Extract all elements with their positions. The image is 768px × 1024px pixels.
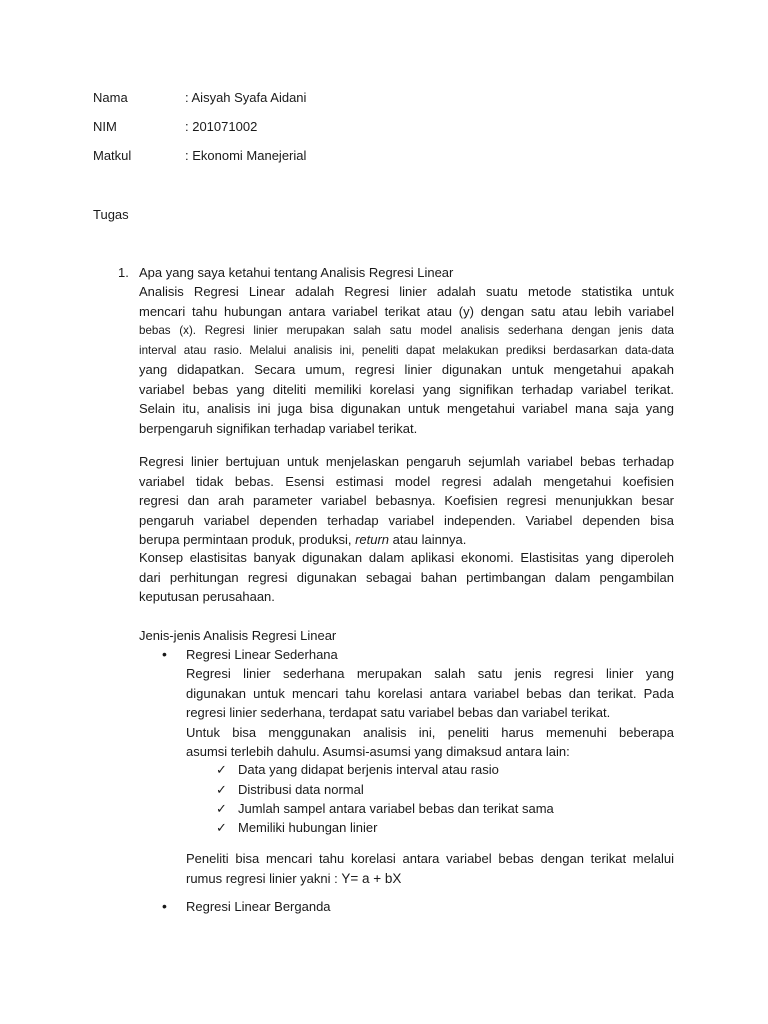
text-segment: berupa permintaan produk, produksi, bbox=[139, 532, 356, 547]
types-heading: Jenis-jenis Analisis Regresi Linear bbox=[139, 628, 337, 643]
checklist-item bbox=[216, 799, 554, 819]
italic-term: return bbox=[355, 532, 390, 547]
checkmark-icon: ✓ bbox=[216, 782, 227, 797]
text-line: berpengaruh signifikan terhadap variabel terikat. bbox=[139, 420, 418, 436]
text-line: variabel tidak bebas. Esensi estimasi model regresi adalah mengetahui koefisien bbox=[139, 473, 674, 489]
text-line: digunakan untuk mencari tahu korelasi antara variabel bebas dan terikat. Pada bbox=[186, 685, 674, 701]
checklist-item bbox=[216, 818, 377, 838]
checkmark-icon: ✓ bbox=[216, 762, 227, 777]
checklist-text: Data yang didapat berjenis interval atau rasio bbox=[238, 762, 499, 777]
header-value: : 201071002 bbox=[185, 119, 258, 134]
header-value: : Ekonomi Manejerial bbox=[185, 148, 307, 163]
text-line: yang didapatkan. Secara umum, regresi linier digunakan untuk mengetahui apakah bbox=[139, 362, 674, 377]
text-line: variabel bebas yang diteliti memiliki korelasi yang signifikan terhadap variabel terikat. bbox=[139, 381, 674, 397]
bullet-dot: • bbox=[162, 898, 167, 914]
text-line: regresi linier sederhana, terdapat satu variabel bebas dan variabel terikat. bbox=[186, 705, 611, 720]
header-label: Matkul bbox=[93, 148, 132, 163]
text-line: interval atau rasio. Melalui analisis ini, peneliti dapat melakukan prediksi berdasarkan data-data bbox=[139, 343, 674, 357]
checklist-text: Distribusi data normal bbox=[238, 782, 364, 797]
text-segment: rumus regresi linier yakni : bbox=[186, 870, 342, 886]
checklist-item bbox=[216, 780, 364, 800]
header-value: : Aisyah Syafa Aidani bbox=[185, 90, 307, 105]
text-line: Regresi linier sederhana merupakan salah satu jenis regresi linier yang bbox=[186, 666, 674, 681]
text-line bbox=[139, 530, 674, 550]
text-segment: atau lainnya. bbox=[389, 532, 467, 547]
text-line: pengaruh variabel dependen terhadap variabel independen. Variabel dependen bisa bbox=[139, 512, 674, 528]
text-line: keputusan perusahaan. bbox=[139, 589, 275, 604]
text-line: bebas (x). Regresi linier merupakan salah satu model analisis sederhana dengan jenis data bbox=[139, 324, 674, 337]
text-line: Konsep elastisitas banyak digunakan dalam aplikasi ekonomi. Elastisitas yang diperoleh bbox=[139, 550, 674, 565]
text-line: regresi dan arah parameter variabel bebasnya. Koefisien regresi menunjukkan besar bbox=[139, 493, 674, 508]
text-line: Analisis Regresi Linear adalah Regresi linier adalah suatu metode statistika untuk bbox=[139, 284, 674, 299]
text-line: mencari tahu hubungan antara variabel terikat atau (y) dengan satu atau lebih variabel bbox=[139, 303, 674, 319]
text-line: dari perhitungan regresi digunakan sebagai bahan pertimbangan dalam pengambilan bbox=[139, 569, 674, 585]
checkmark-icon: ✓ bbox=[216, 820, 227, 835]
text-line: Regresi linier bertujuan untuk menjelaskan pengaruh sejumlah variabel bebas terhadap bbox=[139, 454, 674, 469]
bullet-dot: • bbox=[162, 646, 167, 662]
header-label: Nama bbox=[93, 90, 128, 105]
bullet-title: Regresi Linear Berganda bbox=[186, 899, 331, 914]
paragraph-3 bbox=[139, 548, 674, 607]
question-title: Apa yang saya ketahui tentang Analisis Regresi Linear bbox=[139, 265, 454, 280]
checklist-item bbox=[216, 760, 499, 780]
bullet-1-body bbox=[186, 664, 674, 762]
paragraph-1 bbox=[139, 282, 674, 438]
bullet-title: Regresi Linear Sederhana bbox=[186, 647, 338, 662]
checklist-text: Jumlah sampel antara variabel bebas dan terikat sama bbox=[238, 801, 554, 816]
text-line: Selain itu, analisis ini juga bisa digunakan untuk mengetahui variabel mana saja yang bbox=[139, 401, 674, 416]
task-label: Tugas bbox=[93, 207, 129, 222]
question-number: 1. bbox=[118, 265, 129, 280]
text-line: asumsi terlebih dahulu. Asumsi-asumsi yang dimaksud antara lain: bbox=[186, 744, 570, 759]
regression-formula: Y= a + bX bbox=[341, 870, 402, 886]
checkmark-icon: ✓ bbox=[216, 801, 227, 816]
checklist-text: Memiliki hubungan linier bbox=[238, 820, 378, 835]
header-label: NIM bbox=[93, 119, 117, 134]
formula-paragraph bbox=[186, 849, 674, 888]
text-line: Untuk bisa menggunakan analisis ini, peneliti harus memenuhi beberapa bbox=[186, 724, 674, 740]
text-line bbox=[186, 869, 674, 889]
paragraph-2 bbox=[139, 452, 674, 550]
text-line: Peneliti bisa mencari tahu korelasi antara variabel bebas dengan terikat melalui bbox=[186, 851, 674, 866]
